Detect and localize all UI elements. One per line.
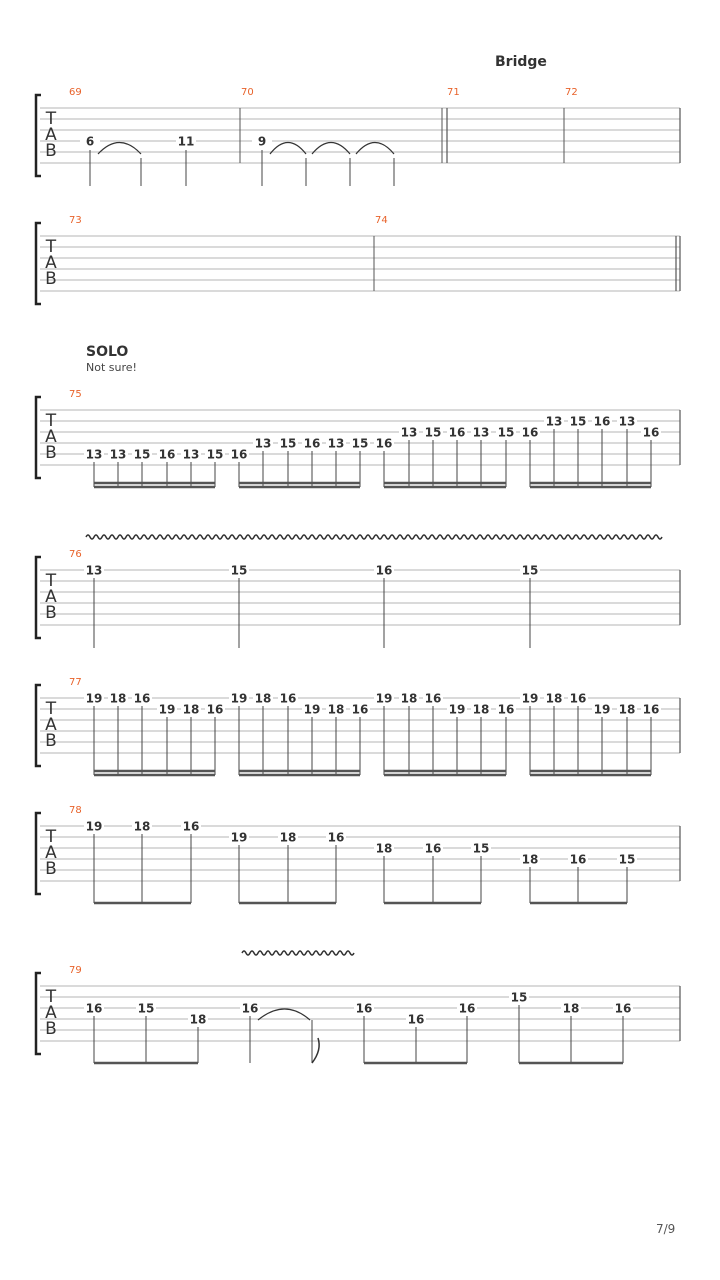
system-bracket xyxy=(36,223,41,304)
measure-number: 72 xyxy=(565,87,578,98)
fret-number: 15 xyxy=(279,436,297,451)
tab-clef-letter: A xyxy=(45,427,57,447)
fret-number: 18 xyxy=(109,691,127,706)
fret-number: 18 xyxy=(472,702,490,717)
system-bracket xyxy=(36,813,41,894)
fret-number: 19 xyxy=(230,691,248,706)
tab-clef-letter: T xyxy=(45,109,57,129)
tab-clef-letter: B xyxy=(45,269,57,289)
fret-number: 16 xyxy=(327,830,345,845)
tab-clef-letter: T xyxy=(45,571,57,591)
fret-number: 16 xyxy=(497,702,515,717)
measure-number: 76 xyxy=(69,549,82,560)
fret-number: 13 xyxy=(182,447,200,462)
tab-clef-letter: T xyxy=(45,827,57,847)
fret-number: 18 xyxy=(182,702,200,717)
fret-number: 16 xyxy=(182,819,200,834)
tab-clef-letter: A xyxy=(45,715,57,735)
fret-number: 19 xyxy=(303,702,321,717)
fret-number: 13 xyxy=(327,436,345,451)
measure-number: 75 xyxy=(69,389,82,400)
tie-arc xyxy=(258,1009,310,1020)
fret-number: 16 xyxy=(85,1001,103,1016)
fret-number: 16 xyxy=(351,702,369,717)
fret-number: 15 xyxy=(351,436,369,451)
fret-number: 9 xyxy=(257,134,267,149)
fret-number: 13 xyxy=(254,436,272,451)
fret-number: 15 xyxy=(472,841,490,856)
measure-number: 69 xyxy=(69,87,82,98)
fret-number: 18 xyxy=(562,1001,580,1016)
page-number: 7/9 xyxy=(656,1222,676,1236)
measure-number: 70 xyxy=(241,87,254,98)
fret-number: 15 xyxy=(230,563,248,578)
fret-number: 18 xyxy=(521,852,539,867)
tab-clef-letter: B xyxy=(45,443,57,463)
fret-number: 16 xyxy=(642,425,660,440)
tab-clef-letter: A xyxy=(45,1003,57,1023)
fret-number: 13 xyxy=(85,563,103,578)
fret-number: 16 xyxy=(279,691,297,706)
system-bracket xyxy=(36,973,41,1054)
measure-number: 79 xyxy=(69,965,82,976)
measure-number: 74 xyxy=(375,215,388,226)
fret-number: 16 xyxy=(424,691,442,706)
fret-number: 18 xyxy=(375,841,393,856)
fret-number: 13 xyxy=(545,414,563,429)
fret-number: 18 xyxy=(618,702,636,717)
fret-number: 16 xyxy=(642,702,660,717)
fret-number: 15 xyxy=(497,425,515,440)
measure-number: 73 xyxy=(69,215,82,226)
fret-number: 16 xyxy=(133,691,151,706)
tab-clef-letter: T xyxy=(45,987,57,1007)
fret-number: 13 xyxy=(109,447,127,462)
fret-number: 15 xyxy=(137,1001,155,1016)
measure-number: 78 xyxy=(69,805,82,816)
fret-number: 16 xyxy=(158,447,176,462)
fret-number: 19 xyxy=(85,819,103,834)
tab-clef-letter: B xyxy=(45,603,57,623)
tab-clef-letter: B xyxy=(45,1019,57,1039)
fret-number: 15 xyxy=(206,447,224,462)
system-bracket xyxy=(36,95,41,176)
fret-number: 15 xyxy=(133,447,151,462)
fret-number: 19 xyxy=(593,702,611,717)
fret-number: 13 xyxy=(618,414,636,429)
fret-number: 19 xyxy=(448,702,466,717)
note-flag xyxy=(312,1038,319,1063)
fret-number: 13 xyxy=(85,447,103,462)
fret-number: 18 xyxy=(279,830,297,845)
tab-clef-letter: B xyxy=(45,141,57,161)
bridge-label: Bridge xyxy=(495,54,547,70)
fret-number: 18 xyxy=(254,691,272,706)
fret-number: 16 xyxy=(375,563,393,578)
fret-number: 19 xyxy=(158,702,176,717)
fret-number: 16 xyxy=(521,425,539,440)
solo-label: SOLO xyxy=(86,344,129,360)
fret-number: 16 xyxy=(407,1012,425,1027)
fret-number: 16 xyxy=(375,436,393,451)
measure-number: 71 xyxy=(447,87,460,98)
solo-note: Not sure! xyxy=(86,361,137,374)
fret-number: 16 xyxy=(303,436,321,451)
fret-number: 15 xyxy=(521,563,539,578)
system-bracket xyxy=(36,557,41,638)
fret-number: 18 xyxy=(400,691,418,706)
fret-number: 18 xyxy=(327,702,345,717)
fret-number: 16 xyxy=(569,691,587,706)
fret-number: 15 xyxy=(424,425,442,440)
fret-number: 16 xyxy=(458,1001,476,1016)
tab-clef-letter: A xyxy=(45,843,57,863)
measure-number: 77 xyxy=(69,677,82,688)
tab-clef-letter: B xyxy=(45,859,57,879)
fret-number: 16 xyxy=(241,1001,259,1016)
fret-number: 16 xyxy=(206,702,224,717)
fret-number: 16 xyxy=(355,1001,373,1016)
tab-clef-letter: A xyxy=(45,125,57,145)
fret-number: 19 xyxy=(85,691,103,706)
system-bracket xyxy=(36,685,41,766)
fret-number: 18 xyxy=(545,691,563,706)
fret-number: 13 xyxy=(472,425,490,440)
fret-number: 6 xyxy=(85,134,95,149)
tab-clef-letter: T xyxy=(45,699,57,719)
fret-number: 16 xyxy=(230,447,248,462)
fret-number: 15 xyxy=(510,990,528,1005)
fret-number: 13 xyxy=(400,425,418,440)
fret-number: 16 xyxy=(569,852,587,867)
system-bracket xyxy=(36,397,41,478)
fret-number: 11 xyxy=(177,134,195,149)
fret-number: 16 xyxy=(593,414,611,429)
tab-clef-letter: T xyxy=(45,237,57,257)
fret-number: 16 xyxy=(448,425,466,440)
tab-clef-letter: T xyxy=(45,411,57,431)
fret-number: 16 xyxy=(424,841,442,856)
vibrato-line xyxy=(86,535,662,539)
tab-clef-letter: A xyxy=(45,253,57,273)
fret-number: 16 xyxy=(614,1001,632,1016)
fret-number: 15 xyxy=(569,414,587,429)
fret-number: 18 xyxy=(189,1012,207,1027)
fret-number: 19 xyxy=(521,691,539,706)
tab-clef-letter: A xyxy=(45,587,57,607)
fret-number: 18 xyxy=(133,819,151,834)
vibrato-line xyxy=(242,951,354,955)
tab-clef-letter: B xyxy=(45,731,57,751)
fret-number: 19 xyxy=(375,691,393,706)
fret-number: 19 xyxy=(230,830,248,845)
fret-number: 15 xyxy=(618,852,636,867)
